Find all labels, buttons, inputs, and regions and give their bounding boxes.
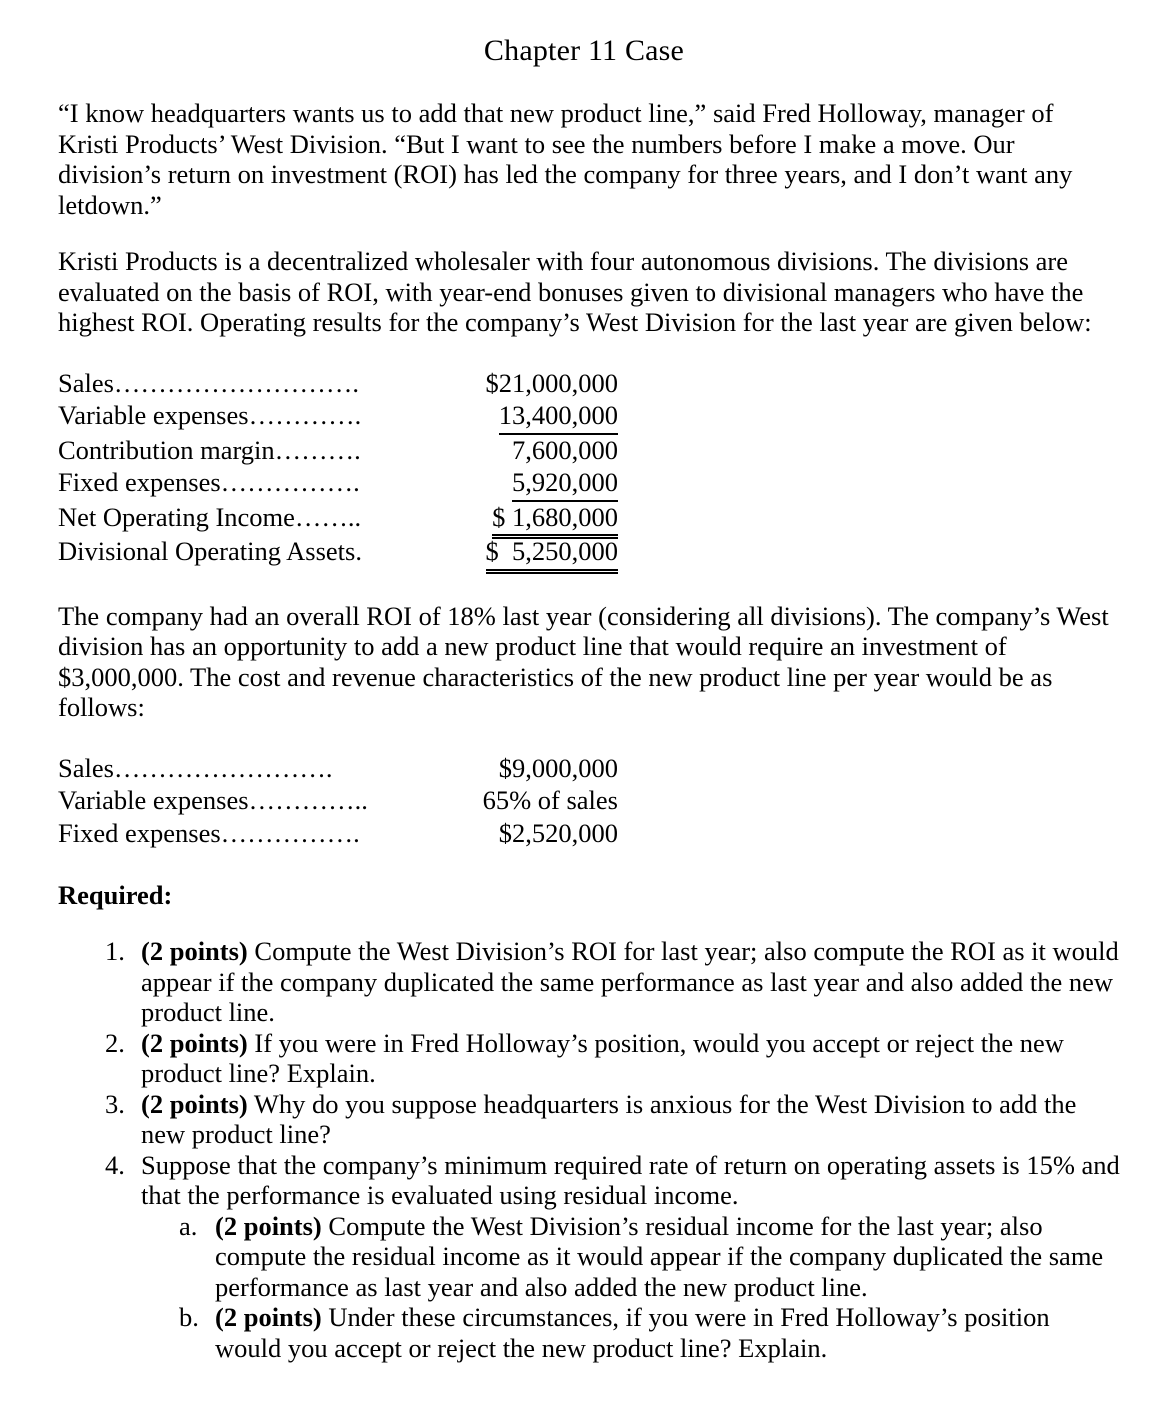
list-item [105,936,1120,1028]
operating-results-table-body [58,368,618,571]
new-product-line-intro-paragraph: The company had an overall ROI of 18% last year (considering all divisions). The company’s West division has an opportunity to add a new product line that would require an investment of $3,000,000. The cost and revenue characteristics of the new product line per year would be as follows: [58,600,1109,722]
table-row [58,818,618,851]
intro-paragraph-block [58,98,1120,220]
item-text: Compute the West Division’s residual income for the last year; also compute the residual income as it would appear if the company duplicated the same performance as last year and also added the new product line. [215,1210,1104,1302]
new-product-line-intro-block [58,601,1120,723]
list-marker: 1. [105,936,125,966]
row-label: Divisional Operating Assets. [58,536,362,566]
row-value [443,368,618,401]
required-heading: Required: [58,880,173,910]
row-value [443,753,618,786]
row-value [443,502,618,537]
table-row [58,467,618,502]
item-text: Why do you suppose headquarters is anxious for the West Division to add the new product line? [141,1088,1077,1149]
item-text: Under these circumstances, if you were in Fred Holloway’s position would you accept or reject the new product line? Explain. [215,1302,1050,1363]
row-value-text: 5,920,000 [512,467,618,502]
spacer [0,68,1168,98]
row-value-text: $ 1,680,000 [492,502,618,537]
spacer [0,910,1168,936]
list-item [105,1150,1120,1364]
row-value-text: 65% of sales [482,785,618,815]
points-label: (2 points) [215,1210,322,1241]
row-label: Net Operating Income…….. [58,501,362,532]
list-item [179,1302,1120,1363]
list-item [105,1089,1120,1150]
table-row [58,753,618,786]
row-value [443,818,618,851]
spacer [0,723,1168,753]
row-label: Fixed expenses……………. [58,817,360,848]
company-background-block [58,246,1120,338]
list-marker: a. [179,1210,198,1241]
spacer [0,220,1168,246]
row-value [443,785,618,818]
operating-results-table [58,368,618,571]
required-items-list [0,936,1168,1363]
row-label: Fixed expenses……………. [58,467,360,497]
row-value-text: 13,400,000 [499,400,618,435]
new-product-line-table-body [58,753,618,851]
row-value-text: $21,000,000 [485,367,618,398]
row-value-text: $9,000,000 [498,752,618,783]
points-label: (2 points) [215,1302,322,1332]
table-row [58,368,618,401]
points-label: (2 points) [141,936,248,966]
row-value [443,400,618,435]
row-value-text: $2,520,000 [498,817,618,848]
list-marker: 2. [105,1027,125,1058]
table-row [58,785,618,818]
list-marker: 4. [105,1149,125,1180]
table-row [58,400,618,435]
item-text: Compute the West Division’s ROI for last year; also compute the ROI as it would appear if the company duplicated the same performance as last year and also added the new product line. [141,936,1119,1027]
row-label: Sales……………………. [58,752,333,783]
list-item [179,1211,1120,1303]
item-text: If you were in Fred Holloway’s position, would you accept or reject the new product line? Explain. [141,1027,1064,1088]
new-product-line-table [58,753,618,851]
required-subitems-list [141,1211,1120,1364]
row-value-text: $ 5,250,000 [486,536,619,571]
points-label: (2 points) [141,1088,248,1119]
list-marker: b. [179,1302,199,1332]
row-value [443,467,618,502]
row-value [443,435,618,468]
intro-quote-paragraph: “I know headquarters wants us to add that new product line,” said Fred Holloway, manager of Kristi Products’ West Division. “But I want to see the numbers before I make a move. Our division’s return on investment (ROI) has led the company for three years, and I don’t want any letdown.” [58,98,1073,220]
row-label: Variable expenses………….. [58,785,368,815]
page-title: Chapter 11 Case [483,34,685,67]
row-label: Contribution margin………. [58,434,361,465]
table-row [58,502,618,537]
item-text: Suppose that the company’s minimum required rate of return on operating assets is 15% and that the performance is evaluated using residual income. [141,1149,1120,1210]
row-label: Sales………………………. [58,367,360,398]
row-label: Variable expenses…………. [58,400,362,430]
spacer [0,338,1168,368]
row-value-text: 7,600,000 [512,434,618,465]
table-row [58,435,618,468]
row-value [443,536,618,571]
points-label: (2 points) [141,1027,248,1058]
company-background-paragraph: Kristi Products is a decentralized wholesaler with four autonomous divisions. The divisions are evaluated on the basis of ROI, with year-end bonuses given to divisional managers who have the highest ROI. Operating results for the company’s West Division for the last year are given below: [58,246,1092,337]
table-row [58,536,618,571]
spacer [0,850,1168,880]
list-marker: 3. [105,1088,125,1119]
spacer [0,571,1168,601]
list-item [105,1028,1120,1089]
